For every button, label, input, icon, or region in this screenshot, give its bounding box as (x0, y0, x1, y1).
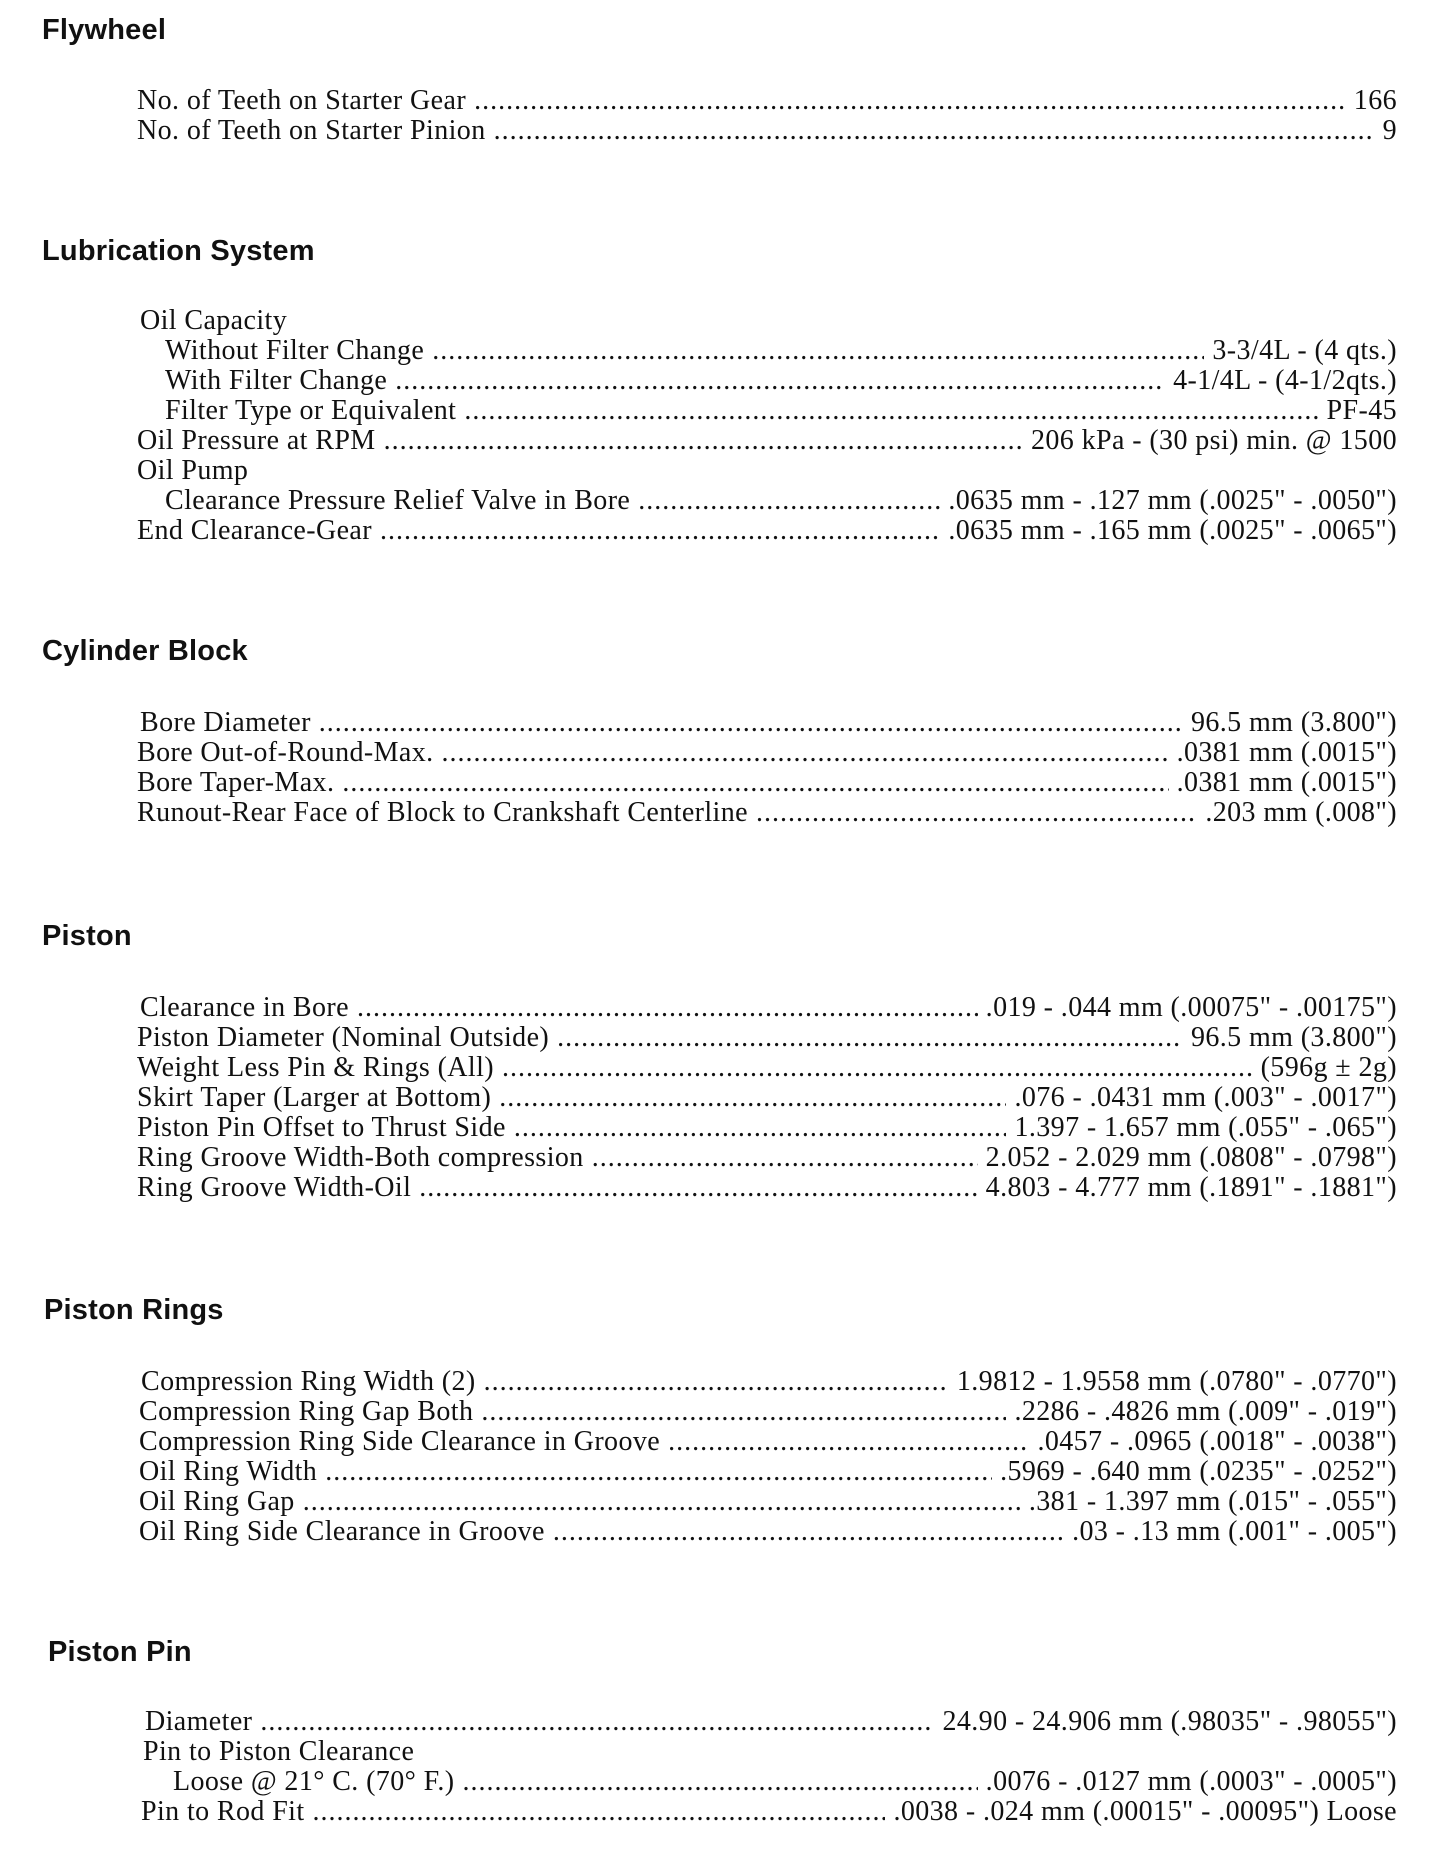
spec-row (139, 1427, 1397, 1457)
section-heading-flywheel: Flywheel (42, 14, 167, 46)
dot-leader (668, 1427, 1029, 1457)
spec-value: .0635 mm - .127 mm (.0025" - .0050") (948, 485, 1397, 516)
spec-row (137, 1143, 1397, 1173)
dot-leader (592, 1143, 978, 1173)
spec-value: .0381 mm (.0015") (1176, 737, 1397, 768)
spec-value: .019 - .044 mm (.00075" - .00175") (985, 992, 1397, 1023)
spec-row (141, 1797, 1397, 1827)
spec-label: Compression Ring Side Clearance in Groove (139, 1426, 661, 1457)
dot-leader (494, 116, 1375, 146)
spec-label: Pin to Rod Fit (141, 1796, 305, 1827)
spec-label: Piston Pin Offset to Thrust Side (137, 1112, 506, 1143)
dot-leader (319, 708, 1183, 738)
spec-label: Weight Less Pin & Rings (All) (137, 1052, 495, 1083)
dot-leader (462, 1767, 977, 1797)
dot-leader (464, 396, 1318, 426)
spec-label: Runout-Rear Face of Block to Crankshaft Centerline (137, 797, 748, 828)
spec-value: 24.90 - 24.906 mm (.98035" - .98055") (942, 1706, 1397, 1737)
section-heading-cylinder-block: Cylinder Block (42, 635, 248, 667)
spec-value: 1.397 - 1.657 mm (.055" - .065") (1014, 1112, 1397, 1143)
dot-leader (419, 1173, 977, 1203)
spec-label: Ring Groove Width-Oil (137, 1172, 412, 1203)
spec-value: 96.5 mm (3.800") (1190, 1022, 1397, 1053)
spec-label: No. of Teeth on Starter Pinion (137, 115, 486, 146)
spec-row (140, 993, 1397, 1023)
spec-value: .381 - 1.397 mm (.015" - .055") (1028, 1486, 1397, 1517)
spec-row (165, 486, 1397, 516)
dot-leader (384, 426, 1023, 456)
spec-label: Compression Ring Gap Both (139, 1396, 474, 1427)
spec-value: 9 (1382, 115, 1397, 146)
subheading-pin-to-piston-clearance: Pin to Piston Clearance (143, 1736, 415, 1767)
spec-value: .03 - .13 mm (.001" - .005") (1072, 1516, 1397, 1547)
spec-row (137, 738, 1397, 768)
dot-leader (553, 1517, 1064, 1547)
spec-row (137, 1053, 1397, 1083)
spec-value: .0038 - .024 mm (.00015" - .00095") Loose (893, 1796, 1397, 1827)
spec-row (165, 366, 1397, 396)
spec-value: .203 mm (.008") (1205, 797, 1397, 828)
spec-label: Piston Diameter (Nominal Outside) (137, 1022, 550, 1053)
section-heading-lubrication: Lubrication System (42, 235, 315, 267)
spec-value: 4-1/4L - (4-1/2qts.) (1173, 365, 1397, 396)
spec-label: With Filter Change (165, 365, 388, 396)
spec-row (137, 86, 1397, 116)
spec-label: Compression Ring Width (2) (141, 1366, 476, 1397)
dot-leader (481, 1397, 1006, 1427)
dot-leader (325, 1457, 992, 1487)
spec-value: .076 - .0431 mm (.003" - .0017") (1014, 1082, 1397, 1113)
subheading-oil-pump: Oil Pump (137, 455, 249, 486)
dot-leader (557, 1023, 1183, 1053)
dot-leader (499, 1083, 1006, 1113)
spec-label: Oil Ring Width (139, 1456, 318, 1487)
spec-value: (596g ± 2g) (1260, 1052, 1397, 1083)
spec-row (165, 336, 1397, 366)
dot-leader (303, 1487, 1021, 1517)
dot-leader (432, 336, 1204, 366)
section-heading-piston: Piston (42, 920, 132, 952)
spec-row (137, 116, 1397, 146)
dot-leader (514, 1113, 1007, 1143)
spec-row (139, 1397, 1397, 1427)
spec-value: 96.5 mm (3.800") (1190, 707, 1397, 738)
dot-leader (474, 86, 1346, 116)
dot-leader (395, 366, 1165, 396)
spec-value: .0381 mm (.0015") (1176, 767, 1397, 798)
spec-value: 206 kPa - (30 psi) min. @ 1500 (1031, 425, 1397, 456)
spec-value: 166 (1353, 85, 1397, 116)
spec-value: .0457 - .0965 (.0018" - .0038") (1037, 1426, 1397, 1457)
spec-row (173, 1767, 1397, 1797)
spec-label: Oil Ring Side Clearance in Groove (139, 1516, 545, 1547)
spec-value: .2286 - .4826 mm (.009" - .019") (1014, 1396, 1397, 1427)
spec-label: Without Filter Change (165, 335, 425, 366)
spec-row (137, 426, 1397, 456)
spec-label: Diameter (145, 1706, 253, 1737)
dot-leader (313, 1797, 886, 1827)
dot-leader (638, 486, 940, 516)
spec-label: End Clearance-Gear (137, 515, 372, 546)
subheading-oil-capacity: Oil Capacity (140, 305, 288, 336)
spec-label: Skirt Taper (Larger at Bottom) (137, 1082, 492, 1113)
spec-row (137, 1023, 1397, 1053)
spec-row (137, 768, 1397, 798)
spec-label: Bore Out-of-Round-Max. (137, 737, 434, 768)
dot-leader (756, 798, 1197, 828)
dot-leader (260, 1707, 934, 1737)
spec-label: No. of Teeth on Starter Gear (137, 85, 467, 116)
spec-row (137, 1083, 1397, 1113)
spec-row (137, 1113, 1397, 1143)
dot-leader (342, 768, 1168, 798)
spec-value: 2.052 - 2.029 mm (.0808" - .0798") (985, 1142, 1397, 1173)
spec-row (137, 516, 1397, 546)
spec-label: Oil Pressure at RPM (137, 425, 376, 456)
spec-value: 4.803 - 4.777 mm (.1891" - .1881") (985, 1172, 1397, 1203)
dot-leader (357, 993, 978, 1023)
spec-label: Ring Groove Width-Both compression (137, 1142, 584, 1173)
spec-row (137, 798, 1397, 828)
section-heading-piston-pin: Piston Pin (48, 1636, 192, 1668)
spec-label: Filter Type or Equivalent (165, 395, 457, 426)
spec-row (140, 708, 1397, 738)
dot-leader (502, 1053, 1253, 1083)
spec-row (139, 1487, 1397, 1517)
spec-label: Bore Diameter (140, 707, 311, 738)
dot-leader (484, 1367, 949, 1397)
spec-label: Bore Taper-Max. (137, 767, 335, 798)
dot-leader (380, 516, 940, 546)
spec-row (145, 1707, 1397, 1737)
spec-value: PF-45 (1326, 395, 1397, 426)
spec-value: 3-3/4L - (4 qts.) (1212, 335, 1397, 366)
spec-row (139, 1517, 1397, 1547)
dot-leader (442, 738, 1169, 768)
spec-label: Loose @ 21° C. (70° F.) (173, 1766, 455, 1797)
section-heading-piston-rings: Piston Rings (44, 1294, 224, 1326)
spec-value: .0076 - .0127 mm (.0003" - .0005") (985, 1766, 1397, 1797)
spec-value: 1.9812 - 1.9558 mm (.0780" - .0770") (956, 1366, 1397, 1397)
spec-row (137, 1173, 1397, 1203)
spec-row (139, 1457, 1397, 1487)
spec-label: Clearance in Bore (140, 992, 349, 1023)
spec-label: Clearance Pressure Relief Valve in Bore (165, 485, 631, 516)
spec-row (165, 396, 1397, 426)
spec-value: .5969 - .640 mm (.0235" - .0252") (1000, 1456, 1397, 1487)
spec-value: .0635 mm - .165 mm (.0025" - .0065") (948, 515, 1397, 546)
spec-row (141, 1367, 1397, 1397)
spec-label: Oil Ring Gap (139, 1486, 295, 1517)
